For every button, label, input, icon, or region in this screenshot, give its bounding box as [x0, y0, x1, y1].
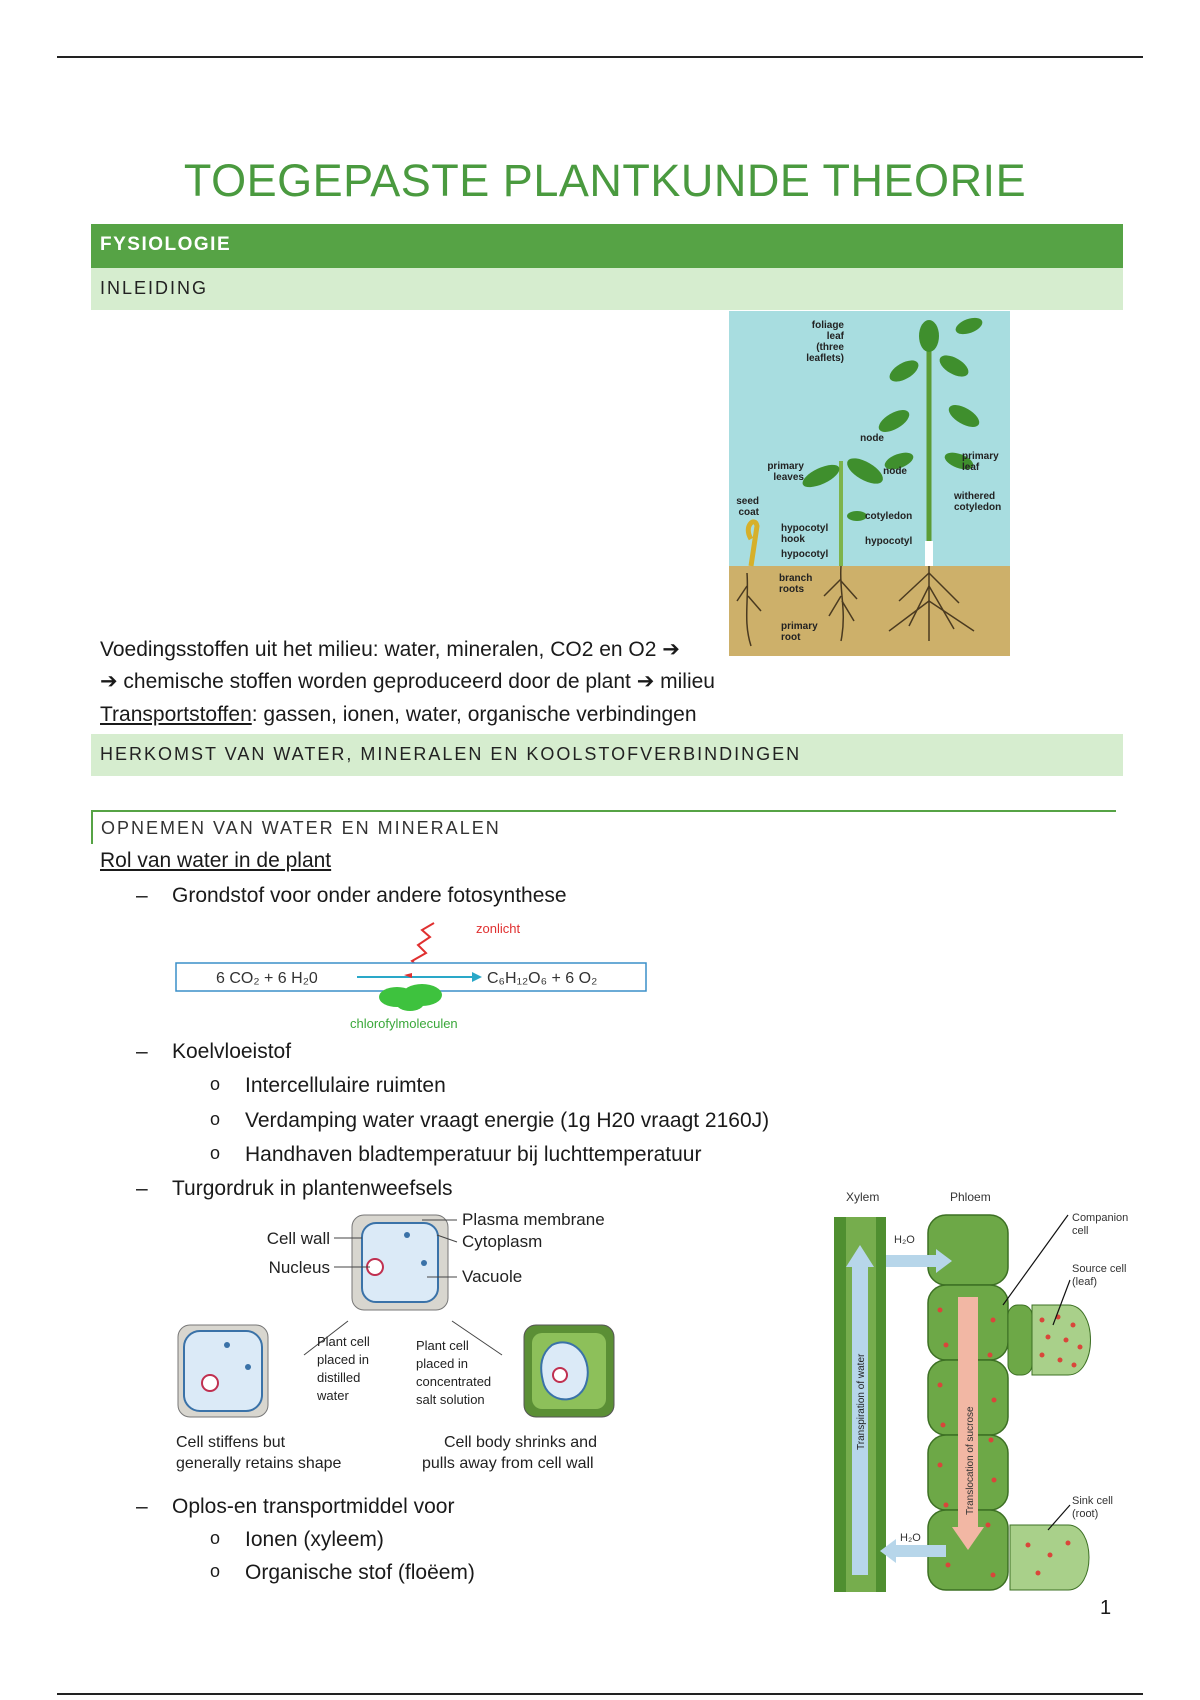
- svg-text:leaves: leaves: [773, 472, 804, 483]
- heading-inleiding: INLEIDING: [91, 268, 1123, 310]
- source-label: Source cell: [1072, 1263, 1127, 1275]
- svg-text:Cell body shrinks and: Cell body shrinks and: [444, 1434, 597, 1451]
- label-cytoplasm: Cytoplasm: [462, 1232, 543, 1251]
- svg-text:coat: coat: [738, 507, 759, 518]
- page-title: TOEGEPASTE PLANTKUNDE THEORIE: [183, 155, 1027, 206]
- heading-fysiologie: FYSIOLOGIE: [91, 224, 1123, 268]
- svg-text:cotyledon: cotyledon: [865, 511, 913, 522]
- label-nucleus: Nucleus: [268, 1258, 330, 1277]
- zonlicht-label: zonlicht: [476, 921, 521, 936]
- svg-text:placed in: placed in: [317, 1352, 370, 1367]
- svg-text:H₂O: H₂O: [900, 1532, 921, 1544]
- svg-text:placed in: placed in: [416, 1356, 469, 1371]
- sub-ionen: Ionen (xyleem): [245, 1528, 384, 1551]
- top-rule: [57, 56, 1143, 58]
- svg-text:roots: roots: [779, 584, 804, 595]
- svg-text:seed: seed: [736, 496, 759, 507]
- svg-text:branch: branch: [779, 573, 813, 584]
- svg-text:Plant cell: Plant cell: [416, 1338, 469, 1353]
- bottom-rule: [57, 1693, 1143, 1695]
- label-cell-wall: Cell wall: [266, 1229, 330, 1248]
- xylem-phloem-figure: [828, 1185, 1138, 1595]
- water-arrow-label: Transpiration of water: [856, 1353, 867, 1450]
- svg-text:distilled: distilled: [317, 1370, 361, 1385]
- intro-line-3: Transportstoffen: gassen, ionen, water, organische verbindingen: [100, 703, 697, 726]
- sub-organische-stof: Organische stof (floëem): [245, 1561, 475, 1584]
- svg-text:hypocotyl: hypocotyl: [865, 536, 913, 547]
- companion-label: Companion: [1072, 1212, 1129, 1224]
- svg-text:Plant cell: Plant cell: [317, 1334, 370, 1349]
- svg-text:generally retains shape: generally retains shape: [176, 1455, 342, 1472]
- svg-text:(three: (three: [816, 342, 844, 353]
- svg-text:cotyledon: cotyledon: [954, 502, 1002, 513]
- svg-text:hook: hook: [781, 534, 805, 545]
- svg-text:withered: withered: [954, 491, 996, 502]
- intro-line-2: ➔ chemische stoffen worden geproduceerd door de plant ➔ milieu: [100, 670, 715, 693]
- cell-turgor-figure: [172, 1205, 632, 1490]
- intro-line-1: Voedingsstoffen uit het milieu: water, mineralen, CO2 en O2 ➔: [100, 638, 680, 661]
- equation-left: 6 CO₂ + 6 H₂0: [216, 970, 318, 987]
- label-vacuole: Vacuole: [462, 1267, 523, 1286]
- equation-right: C₆H₁₂O₆ + 6 O₂: [487, 970, 598, 987]
- svg-text:Cell stiffens but: Cell stiffens but: [176, 1434, 286, 1451]
- svg-text:node: node: [860, 433, 884, 444]
- sub-verdamping: Verdamping water vraagt energie (1g H20 vraagt 2160J): [245, 1109, 770, 1132]
- plant-growth-figure: [729, 311, 1010, 656]
- phloem-label: Phloem: [950, 1190, 991, 1204]
- transportstoffen-label: Transportstoffen: [100, 703, 252, 726]
- svg-text:salt solution: salt solution: [416, 1392, 485, 1407]
- heading-herkomst: HERKOMST VAN WATER, MINERALEN EN KOOLSTOFVERBINDINGEN: [91, 734, 1123, 776]
- svg-text:pulls away from cell wall: pulls away from cell wall: [422, 1455, 594, 1472]
- chloro-label: chlorofylmoleculen: [350, 1016, 458, 1031]
- bullet-koelvloeistof: Koelvloeistof: [172, 1040, 292, 1063]
- xylem-label: Xylem: [846, 1190, 880, 1204]
- bullet-grondstof: Grondstof voor onder andere fotosynthese: [172, 884, 567, 907]
- svg-text:primary: primary: [781, 621, 818, 632]
- svg-text:hypocotyl: hypocotyl: [781, 523, 829, 534]
- bullet-turgordruk: Turgordruk in plantenweefsels: [172, 1177, 453, 1200]
- svg-text:(root): (root): [1072, 1508, 1099, 1520]
- rol-title: Rol van water in de plant: [100, 849, 332, 872]
- svg-text:cell: cell: [1072, 1225, 1089, 1237]
- svg-text:root: root: [781, 632, 801, 643]
- sub-intercellulaire: Intercellulaire ruimten: [245, 1074, 446, 1097]
- svg-text:leaf: leaf: [962, 462, 980, 473]
- photosynthesis-figure: [172, 915, 652, 1035]
- sucrose-arrow-label: Translocation of sucrose: [965, 1406, 976, 1515]
- svg-text:primary: primary: [962, 451, 999, 462]
- svg-text:primary: primary: [767, 461, 804, 472]
- label-plasma: Plasma membrane: [462, 1210, 605, 1229]
- svg-text:(leaf): (leaf): [1072, 1276, 1098, 1288]
- svg-text:water: water: [317, 1388, 349, 1403]
- svg-text:leaflets): leaflets): [806, 353, 844, 364]
- svg-text:hypocotyl: hypocotyl: [781, 549, 829, 560]
- svg-text:H₂O: H₂O: [894, 1234, 915, 1246]
- bullet-oplos: Oplos-en transportmiddel voor: [172, 1495, 455, 1518]
- svg-text:leaf: leaf: [826, 331, 844, 342]
- label-foliage: foliage: [811, 320, 844, 331]
- page-number: 1: [1100, 1597, 1112, 1619]
- sink-label: Sink cell: [1072, 1495, 1113, 1507]
- svg-text:node: node: [883, 466, 907, 477]
- heading-opnemen: OPNEMEN VAN WATER EN MINERALEN: [91, 810, 1116, 844]
- sub-bladtemperatuur: Handhaven bladtemperatuur bij luchttemperatuur: [245, 1143, 702, 1166]
- svg-text:concentrated: concentrated: [416, 1374, 492, 1389]
